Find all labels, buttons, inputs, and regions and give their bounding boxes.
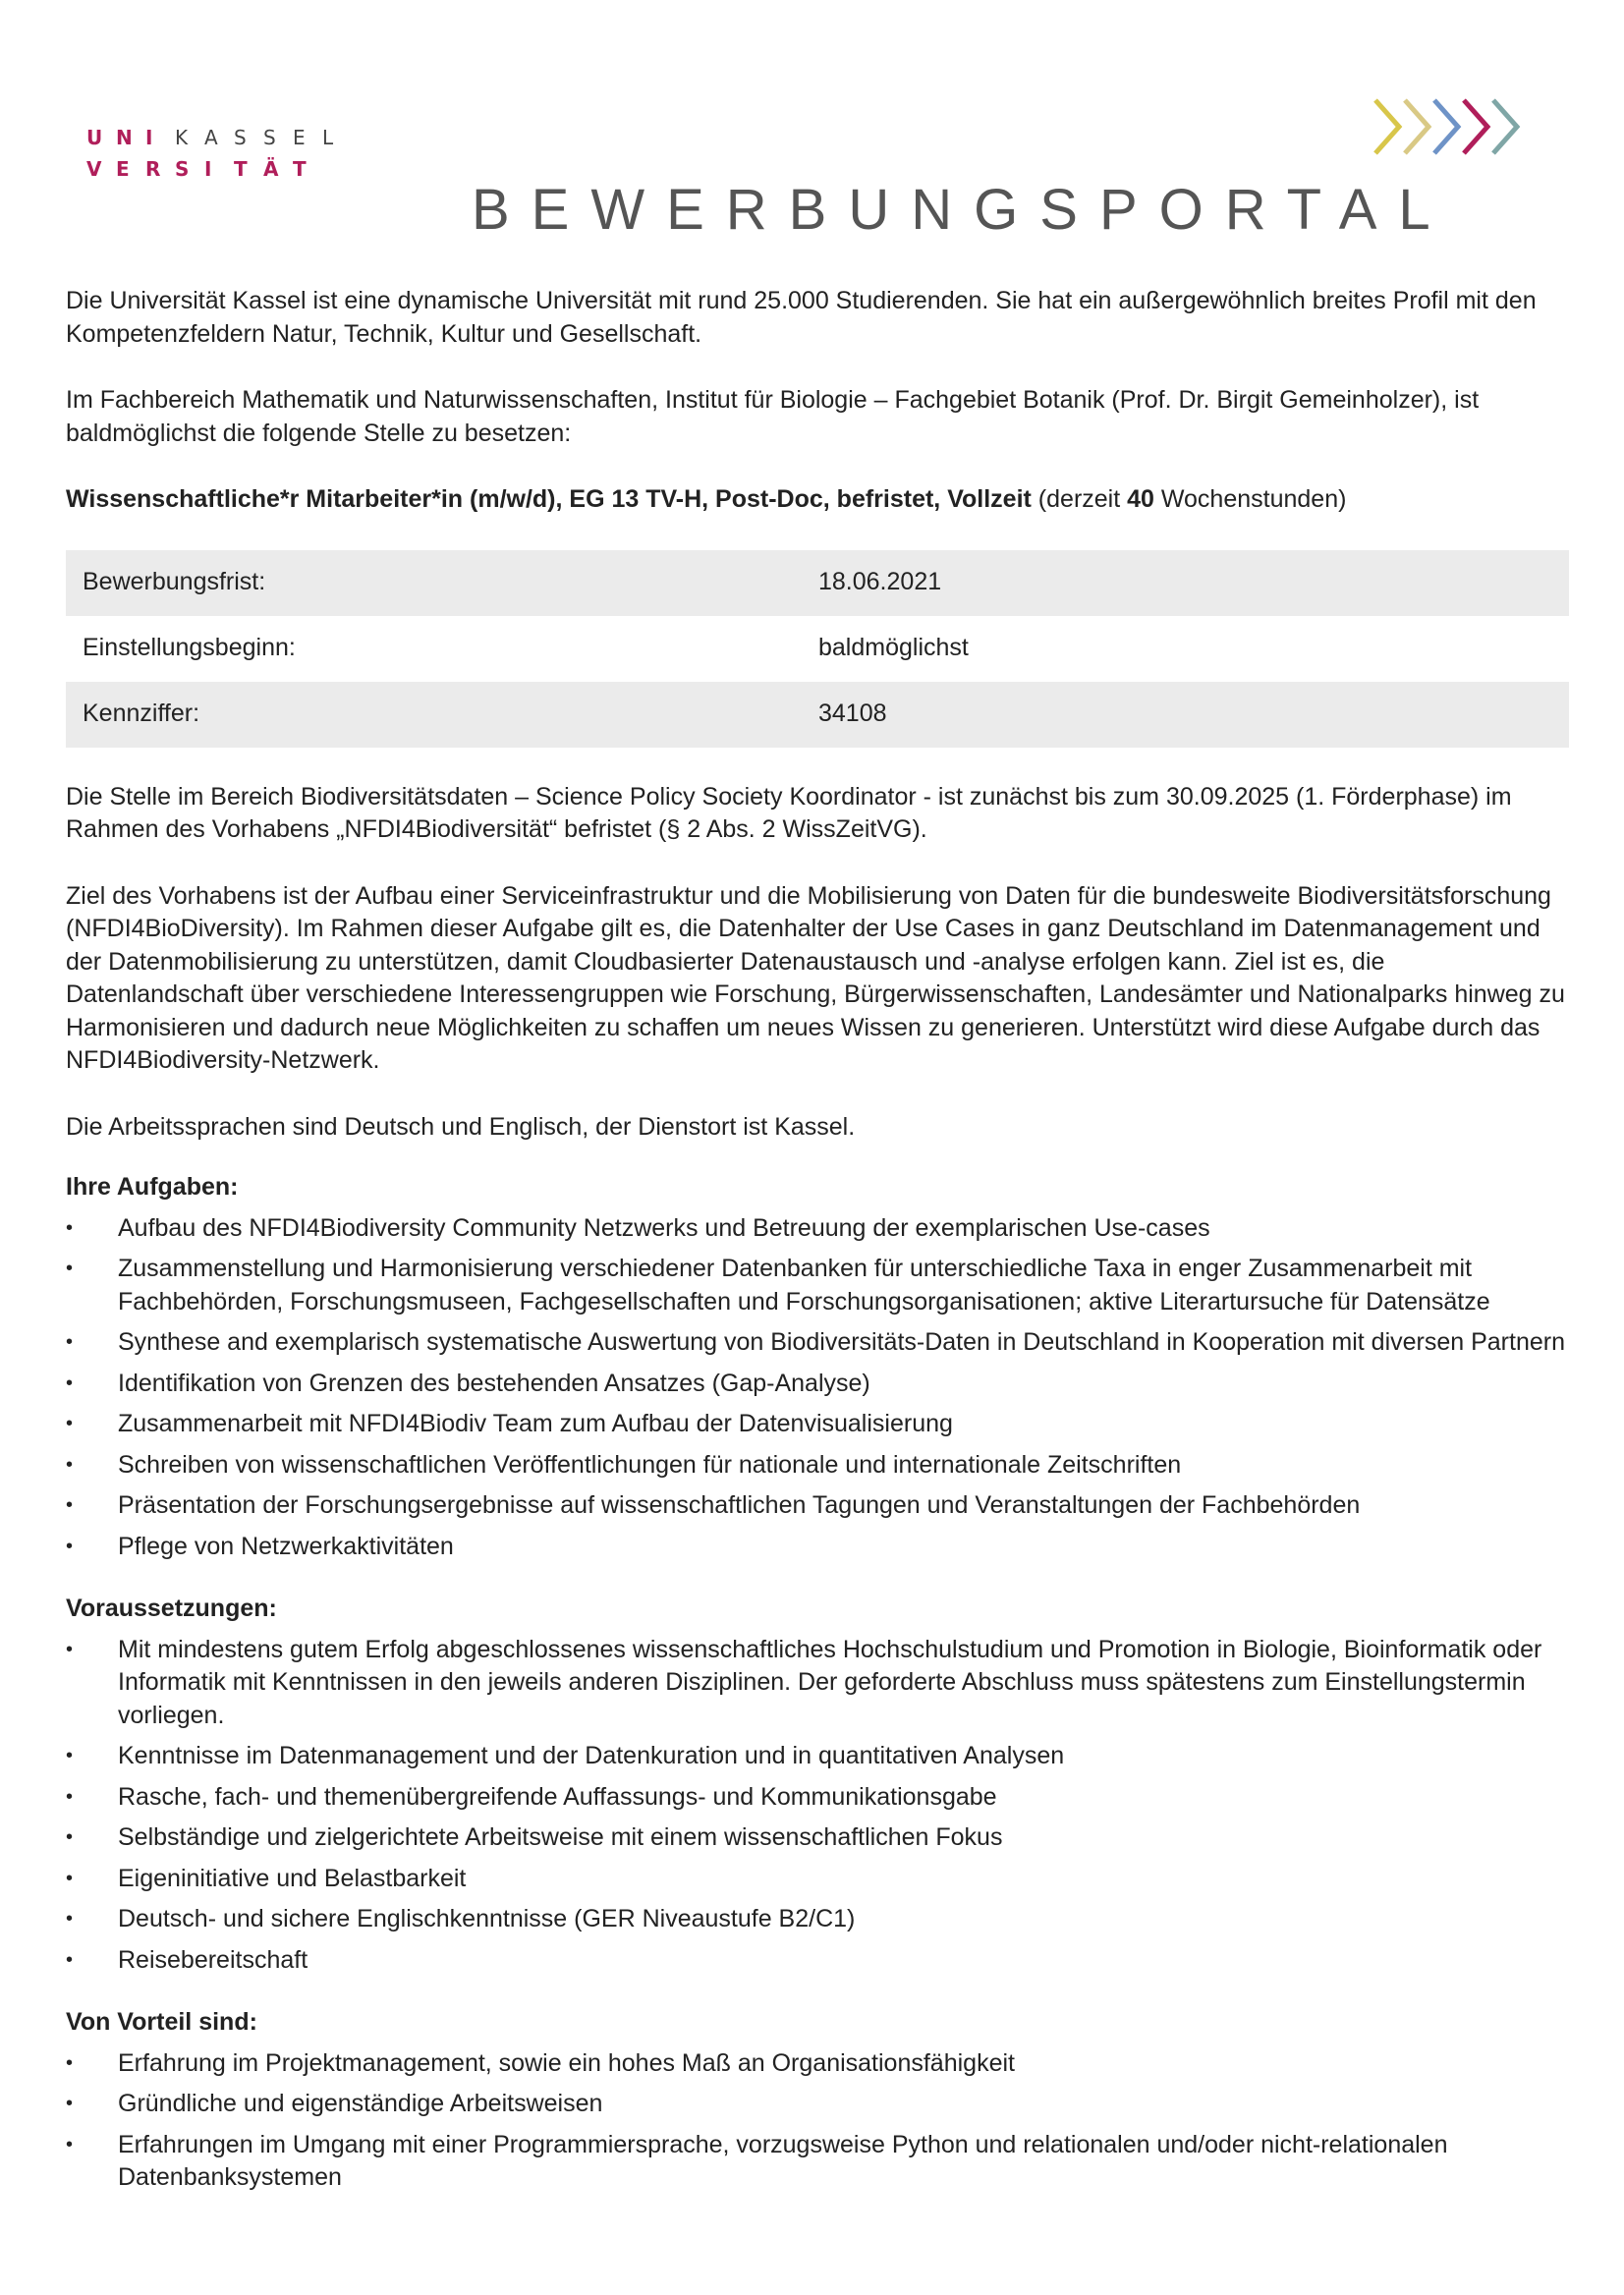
chevron-arrows-icon <box>1368 92 1544 161</box>
info-value: 34108 <box>818 700 887 728</box>
chevron-icon <box>1405 100 1428 153</box>
list-item: • Aufbau des NFDI4Biodiversity Community Netzwerks und Betreuung der exemplarischen Use-cases <box>66 1212 1569 1246</box>
position-title <box>66 483 1569 517</box>
list-item: • Rasche, fach- und themenübergreifende Auffassungs- und Kommunikationsgabe <box>66 1781 1569 1815</box>
list-item: • Mit mindestens gutem Erfolg abgeschlossenes wissenschaftliches Hochschulstudium und Promotion in Biologie, Bioinformatik oder Informatik mit Kenntnissen in den jeweils anderen Disziplinen. Der geforderte Abschluss muss spätestens zum Einstellungstermin vorliegen. <box>66 1634 1569 1733</box>
intro-paragraph: Die Universität Kassel ist eine dynamische Universität mit rund 25.000 Studierenden. Sie hat ein außergewöhnlich breites Profil mit den Kompetenzfeldern Natur, Technik, Kultur und Gesellschaft. <box>66 287 1537 348</box>
logo-letter: I <box>204 157 212 181</box>
list-item: • Synthese and exemplarisch systematische Auswertung von Biodiversitäts-Daten in Deutschland in Kooperation mit diversen Partnern <box>66 1326 1569 1360</box>
chevron-icon <box>1464 100 1487 153</box>
list-item: • Präsentation der Forschungsergebnisse auf wissenschaftlichen Tagungen und Veranstaltungen der Fachbehörden <box>66 1489 1569 1523</box>
list-item: • Erfahrung im Projektmanagement, sowie ein hohes Maß an Organisationsfähigkeit <box>66 2047 1569 2081</box>
position-title-bold: Wissenschaftliche*r Mitarbeiter*in (m/w/d), EG 13 TV-H, Post-Doc, befristet, Vollzeit <box>66 485 1032 513</box>
list-item: • Deutsch- und sichere Englischkenntnisse (GER Niveaustufe B2/C1) <box>66 1903 1569 1936</box>
logo-row-2 <box>86 153 352 185</box>
chevron-icon <box>1375 100 1399 153</box>
list-item: • Schreiben von wissenschaftlichen Veröffentlichungen für nationale und internationale Zeitschriften <box>66 1449 1569 1483</box>
tasks-list <box>66 1212 1569 1564</box>
chevron-icon <box>1493 100 1517 153</box>
logo-letter: R <box>145 157 161 181</box>
hours-value: 40 <box>1127 485 1154 513</box>
info-key: Einstellungsbeginn: <box>83 634 296 662</box>
university-logo <box>86 122 352 185</box>
info-row <box>66 550 1569 616</box>
list-item: • Kenntnisse im Datenmanagement und der Datenkuration und in quantitativen Analysen <box>66 1740 1569 1773</box>
requirements-list <box>66 1634 1569 1978</box>
logo-letter: V <box>86 157 102 181</box>
logo-letter: T <box>234 157 248 181</box>
job-posting <box>66 285 1569 2224</box>
logo-letter: Ä <box>263 157 279 181</box>
info-key: Kennziffer: <box>83 700 200 728</box>
list-item: • Pflege von Netzwerkaktivitäten <box>66 1531 1569 1564</box>
info-table <box>66 550 1569 748</box>
fixed-term-paragraph: Die Stelle im Bereich Biodiversitätsdaten – Science Policy Society Koordinator - ist zunächst bis zum 30.09.2025 (1. Förderphase) im Rahmen des Vorhabens „NFDI4Biodiversität“ befristet (§ 2 Abs. 2 WissZeitVG). <box>66 782 1512 843</box>
advantages-heading: Von Vorteil sind: <box>66 2008 257 2036</box>
list-item: • Zusammenarbeit mit NFDI4Biodiv Team zum Aufbau der Datenvisualisierung <box>66 1408 1569 1441</box>
language-paragraph: Die Arbeitssprachen sind Deutsch und Englisch, der Dienstort ist Kassel. <box>66 1112 856 1141</box>
list-item: • Erfahrungen im Umgang mit einer Programmiersprache, vorzugsweise Python und relationalen und/oder nicht-relationalen Datenbanksystemen <box>66 2129 1569 2195</box>
list-item: • Identifikation von Grenzen des bestehenden Ansatzes (Gap-Analyse) <box>66 1368 1569 1401</box>
portal-title: BEWERBUNGSPORTAL <box>472 178 1452 242</box>
logo-letter: S <box>234 126 247 149</box>
logo-letter: T <box>293 157 307 181</box>
info-row <box>66 682 1569 748</box>
logo-letter: A <box>204 126 218 149</box>
logo-letter: U <box>86 126 103 149</box>
logo-letter: N <box>116 126 133 149</box>
hours-prefix: (derzeit <box>1031 485 1128 513</box>
advantages-list <box>66 2047 1569 2195</box>
info-row <box>66 616 1569 682</box>
info-value: 18.06.2021 <box>818 568 942 596</box>
logo-row-1 <box>86 122 352 153</box>
list-item: • Gründliche und eigenständige Arbeitsweisen <box>66 2088 1569 2121</box>
list-item: • Reisebereitschaft <box>66 1944 1569 1978</box>
logo-letter: K <box>175 126 189 149</box>
tasks-heading: Ihre Aufgaben: <box>66 1173 239 1201</box>
logo-letter: E <box>293 126 306 149</box>
logo-letter: L <box>322 126 334 149</box>
project-paragraph: Ziel des Vorhabens ist der Aufbau einer Serviceinfrastruktur und die Mobilisierung von Daten für die bundesweite Biodiversitätsforschung (NFDI4BioDiversity). Im Rahmen dieser Aufgabe gilt es, die Datenhalter der Use Cases in ganz Deutschland im Datenmanagement und der Datenmobilisierung zu unterstützen, damit Cloudbasierter Datenaustausch und -analyse erfolgen kann. Ziel ist es, die Datenlandschaft über verschiedene Interessengruppen wie Forschung, Bürgerwissenschaften, Landesämter und Nationalparks hinweg zu Harmonisieren und dadurch neue Möglichkeiten zu schaffen um neues Wissen zu generieren. Unterstützt wird diese Aufgabe durch das NFDI4Biodiversity-Netzwerk. <box>66 881 1565 1074</box>
logo-letter: S <box>263 126 276 149</box>
requirements-heading: Voraussetzungen: <box>66 1595 277 1622</box>
department-paragraph: Im Fachbereich Mathematik und Naturwissenschaften, Institut für Biologie – Fachgebiet Botanik (Prof. Dr. Birgit Gemeinholzer), ist baldmöglichst die folgende Stelle zu besetzen: <box>66 386 1480 447</box>
info-key: Bewerbungsfrist: <box>83 568 266 596</box>
list-item: • Eigeninitiative und Belastbarkeit <box>66 1863 1569 1896</box>
list-item: • Selbständige und zielgerichtete Arbeitsweise mit einem wissenschaftlichen Fokus <box>66 1821 1569 1855</box>
list-item: • Zusammenstellung und Harmonisierung verschiedener Datenbanken für unterschiedliche Taxa in enger Zusammenarbeit mit Fachbehörden, Forschungsmuseen, Fachgesellschaften und Forschungsorganisationen; aktive Literartursuche für Datensätze <box>66 1253 1569 1318</box>
logo-letter: S <box>175 157 190 181</box>
logo-letter: I <box>145 126 153 149</box>
info-value: baldmöglichst <box>818 634 969 662</box>
hours-suffix: Wochenstunden) <box>1153 485 1347 513</box>
chevron-icon <box>1434 100 1458 153</box>
logo-letter: E <box>116 157 130 181</box>
